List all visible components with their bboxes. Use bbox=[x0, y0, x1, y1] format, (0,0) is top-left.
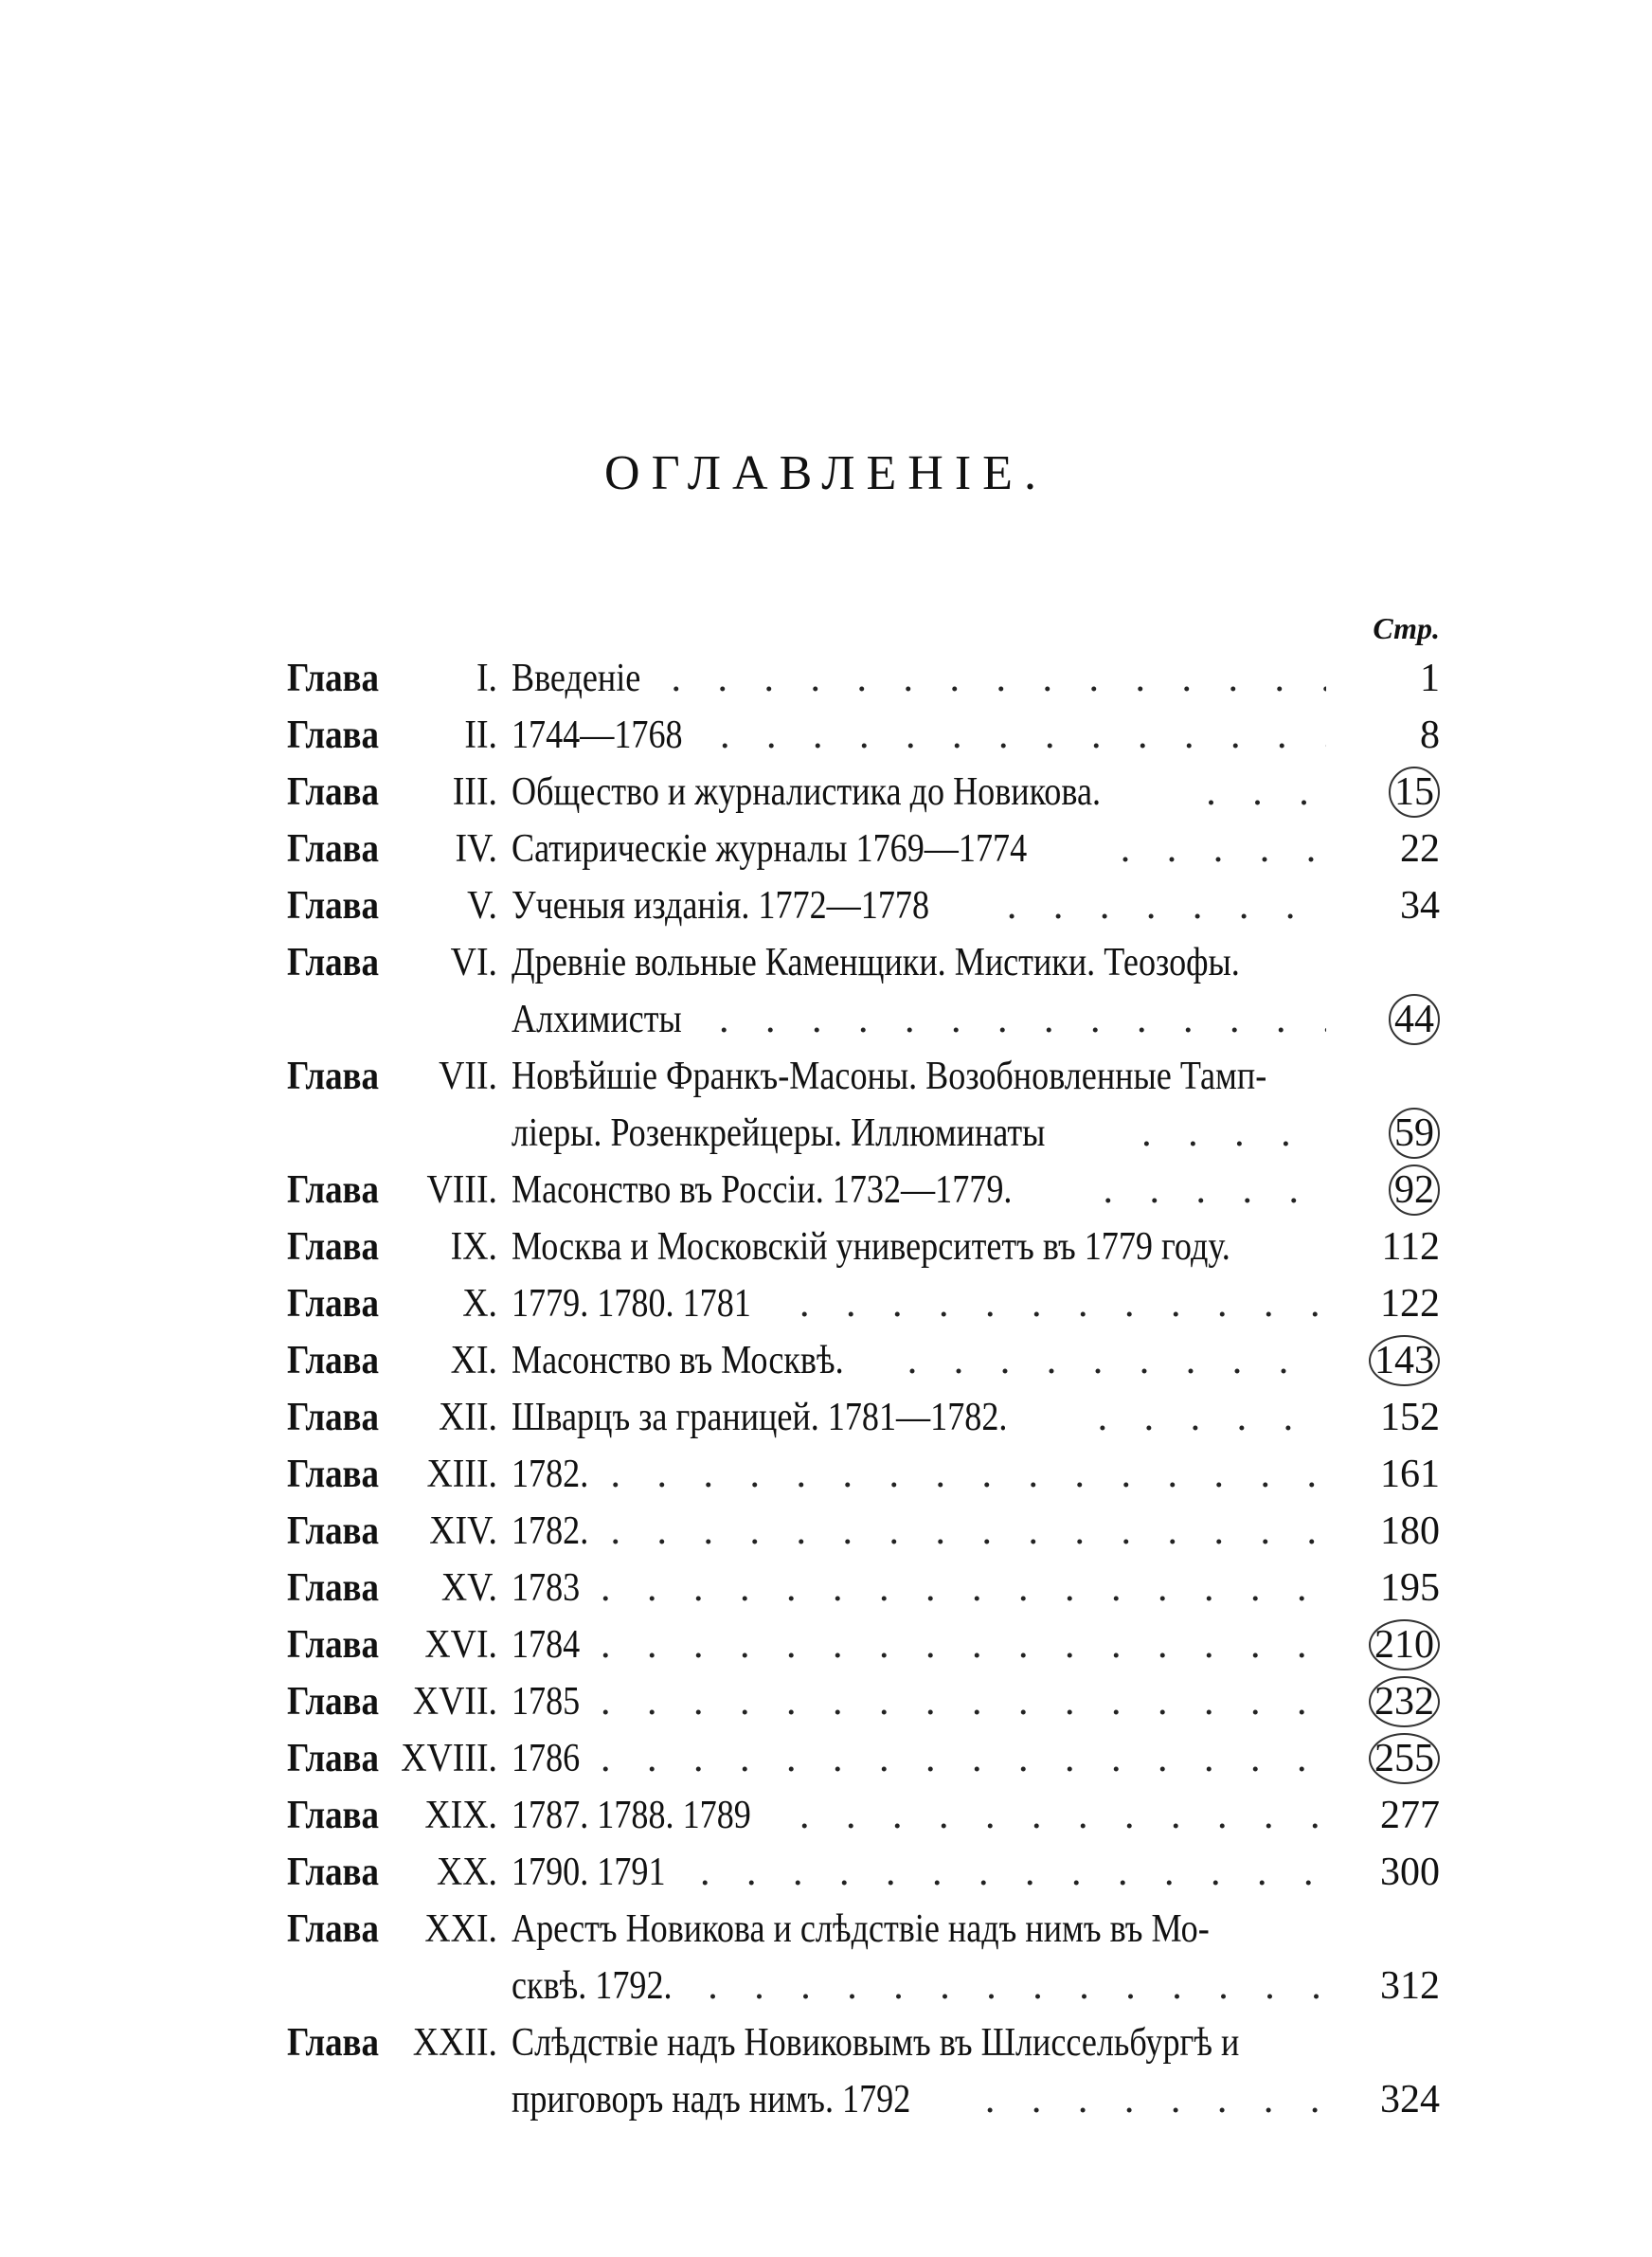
leader-dots bbox=[602, 1446, 1327, 1503]
page-number-value: 312 bbox=[1380, 1964, 1440, 2008]
chapter-number: XVIII. bbox=[401, 1737, 497, 1780]
chapter-title bbox=[512, 650, 1326, 707]
chapter-title-line: ліеры. Розенкрейцеры. Иллюминаты bbox=[512, 1111, 1046, 1155]
chapter-number: XX. bbox=[436, 1851, 497, 1894]
chapter-label: Глава bbox=[287, 1282, 380, 1326]
chapter-title-line: Введеніе bbox=[512, 657, 641, 700]
page-number bbox=[1345, 1503, 1440, 1560]
page-number bbox=[1345, 1730, 1440, 1787]
page-column-label: Стр. bbox=[1373, 611, 1440, 645]
chapter-title bbox=[512, 1332, 1326, 1389]
page-number-value: 22 bbox=[1400, 827, 1440, 871]
chapter-label: Глава bbox=[287, 2021, 380, 2065]
page-number bbox=[1345, 1275, 1440, 1332]
chapter-label: Глава bbox=[287, 1168, 380, 1212]
chapter-number: XVII. bbox=[412, 1680, 497, 1724]
chapter-number: VII. bbox=[439, 1055, 497, 1098]
leader-dots bbox=[1196, 764, 1326, 821]
chapter-title-line: 1744—1768 bbox=[512, 713, 683, 757]
page-number-value: 210 bbox=[1369, 1619, 1440, 1670]
chapter-label: Глава bbox=[287, 1396, 380, 1439]
page-number bbox=[1345, 1332, 1440, 1389]
chapter-title-line: 1779. 1780. 1781 bbox=[512, 1282, 751, 1326]
chapter-number: XI. bbox=[450, 1339, 497, 1382]
chapter-title bbox=[512, 1503, 1326, 1560]
page-number-value: 180 bbox=[1380, 1509, 1440, 1553]
page-number-value: 143 bbox=[1369, 1335, 1440, 1386]
chapter-title bbox=[512, 877, 1326, 934]
chapter-label: Глава bbox=[287, 1055, 380, 1098]
chapter-title-line: 1782. bbox=[512, 1509, 589, 1553]
page-number-value: 15 bbox=[1389, 767, 1440, 818]
page-number-value: 1 bbox=[1420, 657, 1440, 700]
page-number bbox=[1345, 2071, 1440, 2128]
chapter-title bbox=[512, 2014, 1326, 2128]
chapter-label: Глава bbox=[287, 1566, 380, 1610]
chapter-title bbox=[512, 1219, 1326, 1275]
chapter-title bbox=[512, 1673, 1326, 1730]
page-number-value: 195 bbox=[1380, 1566, 1440, 1610]
chapter-label: Глава bbox=[287, 1453, 380, 1496]
page-number-value: 277 bbox=[1380, 1794, 1440, 1837]
page-number-value: 161 bbox=[1380, 1453, 1440, 1496]
page-number bbox=[1345, 1560, 1440, 1616]
chapter-title-line: Новѣйшіе Франкъ-Масоны. Возобновленные Тамп- bbox=[512, 1055, 1267, 1098]
chapter-number: XII. bbox=[439, 1396, 497, 1439]
chapter-number: XXI. bbox=[424, 1907, 497, 1951]
page-number-value: 8 bbox=[1420, 713, 1440, 757]
chapter-label: Глава bbox=[287, 1907, 380, 1951]
page-number bbox=[1345, 1446, 1440, 1503]
chapter-title-line: 1784 bbox=[512, 1623, 581, 1667]
page-number bbox=[1345, 991, 1440, 1048]
chapter-title bbox=[512, 1616, 1326, 1673]
chapter-number: IV. bbox=[455, 827, 497, 871]
chapter-title-line: Общество и журналистика до Новикова. bbox=[512, 770, 1102, 814]
leader-dots bbox=[698, 1958, 1326, 2014]
page-number bbox=[1345, 1787, 1440, 1844]
chapter-title-line: приговоръ надъ нимъ. 1792 bbox=[512, 2078, 911, 2122]
chapter-title-line: Москва и Московскій университетъ въ 1779 году. bbox=[512, 1225, 1230, 1269]
leader-dots bbox=[997, 877, 1326, 934]
page-number bbox=[1345, 1844, 1440, 1901]
leader-dots bbox=[661, 650, 1326, 707]
chapter-label: Глава bbox=[287, 941, 380, 984]
chapter-number: XIV. bbox=[429, 1509, 497, 1553]
chapter-label: Глава bbox=[287, 1737, 380, 1780]
leader-dots bbox=[898, 1332, 1326, 1389]
page-number bbox=[1345, 1105, 1440, 1162]
chapter-title bbox=[512, 1446, 1326, 1503]
leader-dots bbox=[591, 1560, 1326, 1616]
page-number-value: 112 bbox=[1381, 1225, 1440, 1269]
chapter-title bbox=[512, 1048, 1326, 1162]
chapter-title-line: Ученыя изданія. 1772—1778 bbox=[512, 884, 930, 928]
leader-dots bbox=[591, 1730, 1326, 1787]
chapter-title-line: 1783 bbox=[512, 1566, 581, 1610]
chapter-number: X. bbox=[462, 1282, 497, 1326]
page-number bbox=[1345, 764, 1440, 821]
chapter-title-line: Шварцъ за границей. 1781—1782. bbox=[512, 1396, 1008, 1439]
page-title: ОГЛАВЛЕНІЕ. bbox=[604, 446, 1048, 500]
chapter-label: Глава bbox=[287, 884, 380, 928]
chapter-label: Глава bbox=[287, 1339, 380, 1382]
chapter-number: II. bbox=[464, 713, 497, 757]
chapter-title-line: 1786 bbox=[512, 1737, 581, 1780]
page-number-value: 300 bbox=[1380, 1851, 1440, 1894]
leader-dots bbox=[976, 2071, 1326, 2128]
chapter-label: Глава bbox=[287, 1623, 380, 1667]
chapter-number: I. bbox=[476, 657, 497, 700]
chapter-number: XXII. bbox=[412, 2021, 497, 2065]
page-number-value: 232 bbox=[1369, 1676, 1440, 1727]
chapter-label: Глава bbox=[287, 1680, 380, 1724]
chapter-title-line: 1787. 1788. 1789 bbox=[512, 1794, 751, 1837]
chapter-title-line: Масонство въ Москвѣ. bbox=[512, 1339, 844, 1382]
chapter-title bbox=[512, 1275, 1326, 1332]
chapter-title bbox=[512, 1844, 1326, 1901]
leader-dots bbox=[1132, 1105, 1326, 1162]
chapter-number: VI. bbox=[450, 941, 497, 984]
page-number-value: 44 bbox=[1389, 994, 1440, 1045]
chapter-title bbox=[512, 934, 1326, 1048]
chapter-title bbox=[512, 764, 1326, 821]
chapter-title-line: Сатирическіе журналы 1769—1774 bbox=[512, 827, 1028, 871]
chapter-title-line: Алхимисты bbox=[512, 998, 682, 1041]
chapter-number: III. bbox=[452, 770, 497, 814]
chapter-title bbox=[512, 1389, 1326, 1446]
chapter-label: Глава bbox=[287, 1794, 380, 1837]
leader-dots bbox=[591, 1673, 1326, 1730]
chapter-label: Глава bbox=[287, 1509, 380, 1553]
chapter-number: XIII. bbox=[426, 1453, 497, 1496]
chapter-number: XIX. bbox=[424, 1794, 497, 1837]
page-number-value: 59 bbox=[1389, 1108, 1440, 1159]
leader-dots bbox=[691, 1844, 1326, 1901]
chapter-number: XV. bbox=[440, 1566, 497, 1610]
chapter-title bbox=[512, 1162, 1326, 1219]
page-number bbox=[1345, 1219, 1440, 1275]
chapter-title bbox=[512, 1787, 1326, 1844]
leader-dots bbox=[1088, 1389, 1326, 1446]
chapter-title-line: 1790. 1791 bbox=[512, 1851, 666, 1894]
page-number bbox=[1345, 1616, 1440, 1673]
page-number bbox=[1345, 1162, 1440, 1219]
page-number bbox=[1345, 877, 1440, 934]
chapter-label: Глава bbox=[287, 713, 380, 757]
chapter-title bbox=[512, 821, 1326, 877]
page-number bbox=[1345, 707, 1440, 764]
chapter-title-line: Арестъ Новикова и слѣдствіе надъ нимъ въ Мо- bbox=[512, 1907, 1210, 1951]
leader-dots bbox=[790, 1275, 1326, 1332]
chapter-title-line: Слѣдствіе надъ Новиковымъ въ Шлиссельбургѣ и bbox=[512, 2021, 1240, 2065]
chapter-number: V. bbox=[467, 884, 497, 928]
page-number-value: 92 bbox=[1389, 1165, 1440, 1216]
leader-dots bbox=[790, 1787, 1326, 1844]
chapter-title-line: Масонство въ Россіи. 1732—1779. bbox=[512, 1168, 1013, 1212]
page-number bbox=[1345, 650, 1440, 707]
chapter-number: VIII. bbox=[426, 1168, 497, 1212]
page-number-value: 122 bbox=[1380, 1282, 1440, 1326]
leader-dots bbox=[710, 707, 1326, 764]
page-number-value: 34 bbox=[1400, 884, 1440, 928]
chapter-title-line: 1782. bbox=[512, 1453, 589, 1496]
page-number-value: 324 bbox=[1380, 2078, 1440, 2122]
leader-dots bbox=[1093, 1162, 1326, 1219]
chapter-label: Глава bbox=[287, 770, 380, 814]
page-number-value: 152 bbox=[1380, 1396, 1440, 1439]
chapter-title-line: 1785 bbox=[512, 1680, 581, 1724]
page-number bbox=[1345, 1673, 1440, 1730]
leader-dots bbox=[1111, 821, 1326, 877]
chapter-title bbox=[512, 1730, 1326, 1787]
chapter-number: IX. bbox=[450, 1225, 497, 1269]
page-number-value: 255 bbox=[1369, 1733, 1440, 1784]
chapter-title-line: сквѣ. 1792. bbox=[512, 1964, 673, 2008]
leader-dots bbox=[602, 1503, 1327, 1560]
chapter-number: XVI. bbox=[424, 1623, 497, 1667]
chapter-label: Глава bbox=[287, 827, 380, 871]
page-number bbox=[1345, 1958, 1440, 2014]
chapter-title-line: Древніе вольные Каменщики. Мистики. Теозофы. bbox=[512, 941, 1240, 984]
chapter-label: Глава bbox=[287, 1225, 380, 1269]
chapter-label: Глава bbox=[287, 1851, 380, 1894]
chapter-title bbox=[512, 707, 1326, 764]
chapter-title bbox=[512, 1901, 1326, 2014]
leader-dots bbox=[709, 991, 1326, 1048]
page-number bbox=[1345, 821, 1440, 877]
page-number bbox=[1345, 1389, 1440, 1446]
chapter-title bbox=[512, 1560, 1326, 1616]
leader-dots bbox=[591, 1616, 1326, 1673]
chapter-label: Глава bbox=[287, 657, 380, 700]
